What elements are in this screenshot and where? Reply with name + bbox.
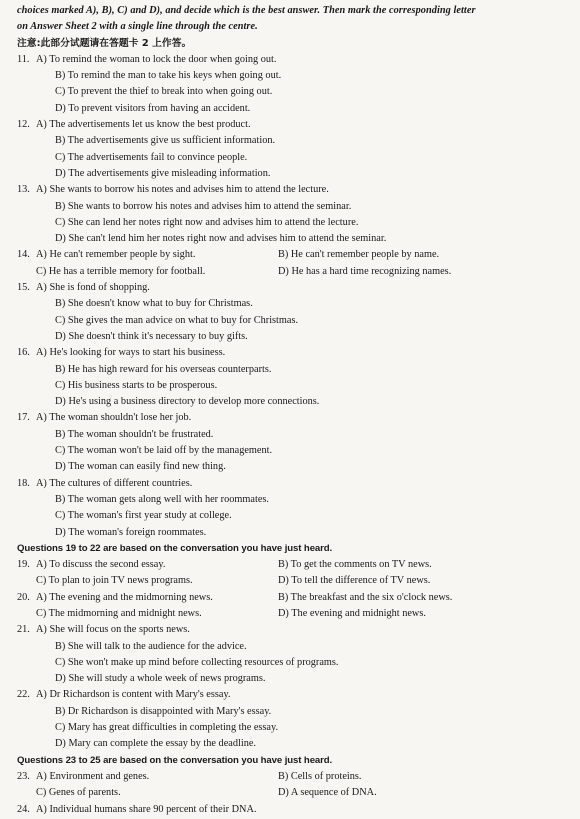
- option-a: A) He can't remember people by sight.: [36, 249, 196, 261]
- question-18: [17, 476, 568, 541]
- option-a: A) She wants to borrow his notes and advises him to attend the lecture.: [36, 184, 329, 196]
- option-b: B) The woman gets along well with her roommates.: [55, 493, 269, 505]
- question-number: 24.: [17, 803, 30, 815]
- option-c: C) Genes of parents.: [36, 787, 121, 799]
- question-22: [17, 687, 568, 752]
- question-23: [17, 769, 568, 802]
- option-c: C) He has a terrible memory for football.: [36, 265, 206, 277]
- question-12: [17, 117, 568, 182]
- option-d: D) He's using a business directory to develop more connections.: [55, 396, 320, 408]
- question-number: 13.: [17, 184, 30, 196]
- option-c: C) To plan to join TV news programs.: [36, 575, 193, 587]
- option-a: A) The evening and the midmorning news.: [36, 591, 213, 603]
- option-c: C) She won't make up mind before collecting resources of programs.: [55, 656, 339, 668]
- option-b: B) The woman shouldn't be frustrated.: [55, 428, 214, 440]
- question-number: 20.: [17, 591, 30, 603]
- answer-sheet-note: 注意:此部分试题请在答题卡 2 上作答。: [17, 37, 192, 49]
- option-d: D) A sequence of DNA.: [278, 787, 377, 799]
- option-b: B) She wants to borrow his notes and advises him to attend the seminar.: [55, 200, 352, 212]
- option-c: C) The woman won't be laid off by the management.: [55, 445, 273, 457]
- question-19: [17, 557, 568, 590]
- question-number: 22.: [17, 689, 30, 701]
- option-a: A) Environment and genes.: [36, 770, 150, 782]
- option-a: A) The cultures of different countries.: [36, 477, 193, 489]
- option-b: B) Cells of proteins.: [278, 770, 362, 782]
- question-number: 19.: [17, 559, 30, 571]
- option-d: D) She can't lend him her notes right now and advises him to attend the seminar.: [55, 233, 387, 245]
- option-c: C) The woman's first year study at college.: [55, 510, 232, 522]
- instructions-line-1: choices marked A), B), C) and D), and decide which is the best answer. Then mark the corresponding letter: [17, 5, 476, 16]
- option-b: B) To get the comments on TV news.: [278, 559, 432, 571]
- option-a: A) She will focus on the sports news.: [36, 624, 190, 636]
- question-17: [17, 410, 568, 475]
- option-b: B) To remind the man to take his keys when going out.: [55, 70, 282, 82]
- option-a: A) He's looking for ways to start his business.: [36, 347, 226, 359]
- option-d: D) The woman can easily find new thing.: [55, 461, 226, 473]
- option-c: C) Mary has great difficulties in completing the essay.: [55, 722, 279, 734]
- option-d: D) He has a hard time recognizing names.: [278, 265, 452, 277]
- option-b: B) She will talk to the audience for the advice.: [55, 640, 247, 652]
- question-16: [17, 345, 568, 410]
- option-b: B) The advertisements give us sufficient information.: [55, 135, 276, 147]
- option-c: C) His business starts to be prosperous.: [55, 379, 218, 391]
- option-d: D) To tell the difference of TV news.: [278, 575, 431, 587]
- section-heading-19-22: Questions 19 to 22 are based on the conversation you have just heard.: [17, 542, 333, 554]
- option-d: D) The advertisements give misleading information.: [55, 167, 271, 179]
- option-a: A) To remind the woman to lock the door when going out.: [36, 53, 277, 65]
- option-d: D) She will study a whole week of news programs.: [55, 673, 266, 685]
- option-b: B) She doesn't know what to buy for Christmas.: [55, 298, 253, 310]
- option-d: D) The evening and midnight news.: [278, 607, 426, 619]
- question-number: 15.: [17, 282, 30, 294]
- question-14: [17, 247, 568, 280]
- instructions-line-2: on Answer Sheet 2 with a single line through the centre.: [17, 21, 258, 33]
- option-c: C) She can lend her notes right now and advises him to attend the lecture.: [55, 216, 359, 228]
- question-number: 11.: [17, 53, 30, 65]
- option-a: A) Dr Richardson is content with Mary's essay.: [36, 689, 231, 701]
- question-number: 23.: [17, 770, 30, 782]
- question-24: [17, 802, 568, 818]
- question-number: 18.: [17, 477, 30, 489]
- option-a: A) Individual humans share 90 percent of their DNA.: [36, 803, 257, 815]
- option-d: D) To prevent visitors from having an accident.: [55, 102, 251, 114]
- option-b: B) Dr Richardson is disappointed with Mary's essay.: [55, 705, 272, 717]
- option-c: C) She gives the man advice on what to buy for Christmas.: [55, 314, 299, 326]
- question-21: [17, 622, 568, 687]
- option-b: B) The breakfast and the six o'clock news.: [278, 591, 453, 603]
- option-a: A) The woman shouldn't lose her job.: [36, 412, 192, 424]
- question-11: [17, 52, 568, 117]
- question-number: 16.: [17, 347, 30, 359]
- question-number: 17.: [17, 412, 30, 424]
- section-heading-23-25: Questions 23 to 25 are based on the conversation you have just heard.: [17, 754, 333, 766]
- option-c: C) To prevent the thief to break into when going out.: [55, 86, 273, 98]
- option-d: D) The woman's foreign roommates.: [55, 526, 207, 538]
- question-15: [17, 280, 568, 345]
- question-number: 21.: [17, 624, 30, 636]
- question-number: 12.: [17, 119, 30, 131]
- question-20: [17, 590, 568, 623]
- option-b: B) He can't remember people by name.: [278, 249, 440, 261]
- question-number: 14.: [17, 249, 30, 261]
- option-a: A) To discuss the second essay.: [36, 559, 166, 571]
- option-d: D) She doesn't think it's necessary to buy gifts.: [55, 330, 248, 342]
- option-c: C) The advertisements fail to convince people.: [55, 151, 248, 163]
- option-c: C) The midmorning and midnight news.: [36, 607, 202, 619]
- option-b: B) He has high reward for his overseas counterparts.: [55, 363, 272, 375]
- option-a: A) The advertisements let us know the best product.: [36, 119, 251, 131]
- option-d: D) Mary can complete the essay by the deadline.: [55, 738, 257, 750]
- question-13: [17, 182, 568, 247]
- option-a: A) She is fond of shopping.: [36, 282, 150, 294]
